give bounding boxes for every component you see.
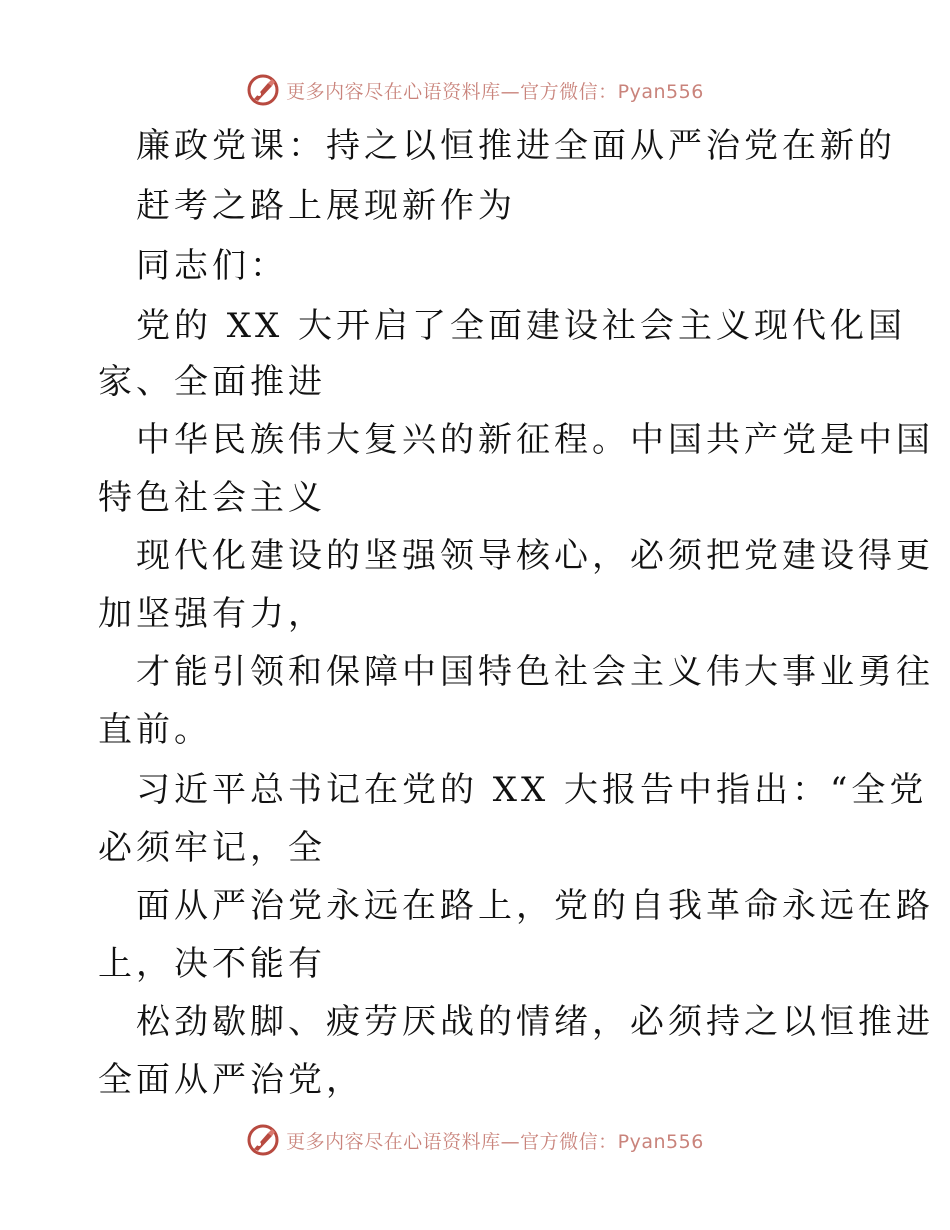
- header-banner: [0, 70, 950, 110]
- header-banner-inner: [246, 73, 704, 107]
- paragraph-line: 直前。: [98, 710, 212, 750]
- paragraph-line: 党的 XX 大开启了全面建设社会主义现代化国: [136, 306, 907, 346]
- paragraph-line: 全面从严治党，: [98, 1060, 364, 1100]
- paragraph-line: 现代化建设的坚强领导核心，必须把党建设得更: [136, 536, 934, 576]
- header-banner-text: 更多内容尽在心语资料库—官方微信：Pyan556: [286, 80, 704, 103]
- paragraph-line: 家、全面推进: [98, 362, 326, 402]
- doc-title-line-2: 赶考之路上展现新作为: [136, 186, 516, 226]
- paragraph-line: 才能引领和保障中国特色社会主义伟大事业勇往: [136, 652, 934, 692]
- pen-logo-icon: [246, 1123, 280, 1157]
- paragraph-line: 上，决不能有: [98, 944, 326, 984]
- footer-banner-text: 更多内容尽在心语资料库—官方微信：Pyan556: [286, 1130, 704, 1153]
- paragraph-line: 面从严治党永远在路上，党的自我革命永远在路: [136, 886, 934, 926]
- salutation: 同志们：: [136, 246, 288, 286]
- paragraph-line: 加坚强有力，: [98, 594, 326, 634]
- paragraph-line: 必须牢记，全: [98, 828, 326, 868]
- footer-banner: [0, 1120, 950, 1160]
- paragraph-line: 中华民族伟大复兴的新征程。中国共产党是中国: [136, 420, 934, 460]
- footer-banner-inner: [246, 1123, 704, 1157]
- paragraph-line: 松劲歇脚、疲劳厌战的情绪，必须持之以恒推进: [136, 1002, 934, 1042]
- paragraph-line: 习近平总书记在党的 XX 大报告中指出：“全党: [136, 770, 928, 810]
- pen-logo-icon: [246, 73, 280, 107]
- doc-title-line-1: 廉政党课：持之以恒推进全面从严治党在新的: [136, 126, 896, 166]
- paragraph-line: 特色社会主义: [98, 478, 326, 518]
